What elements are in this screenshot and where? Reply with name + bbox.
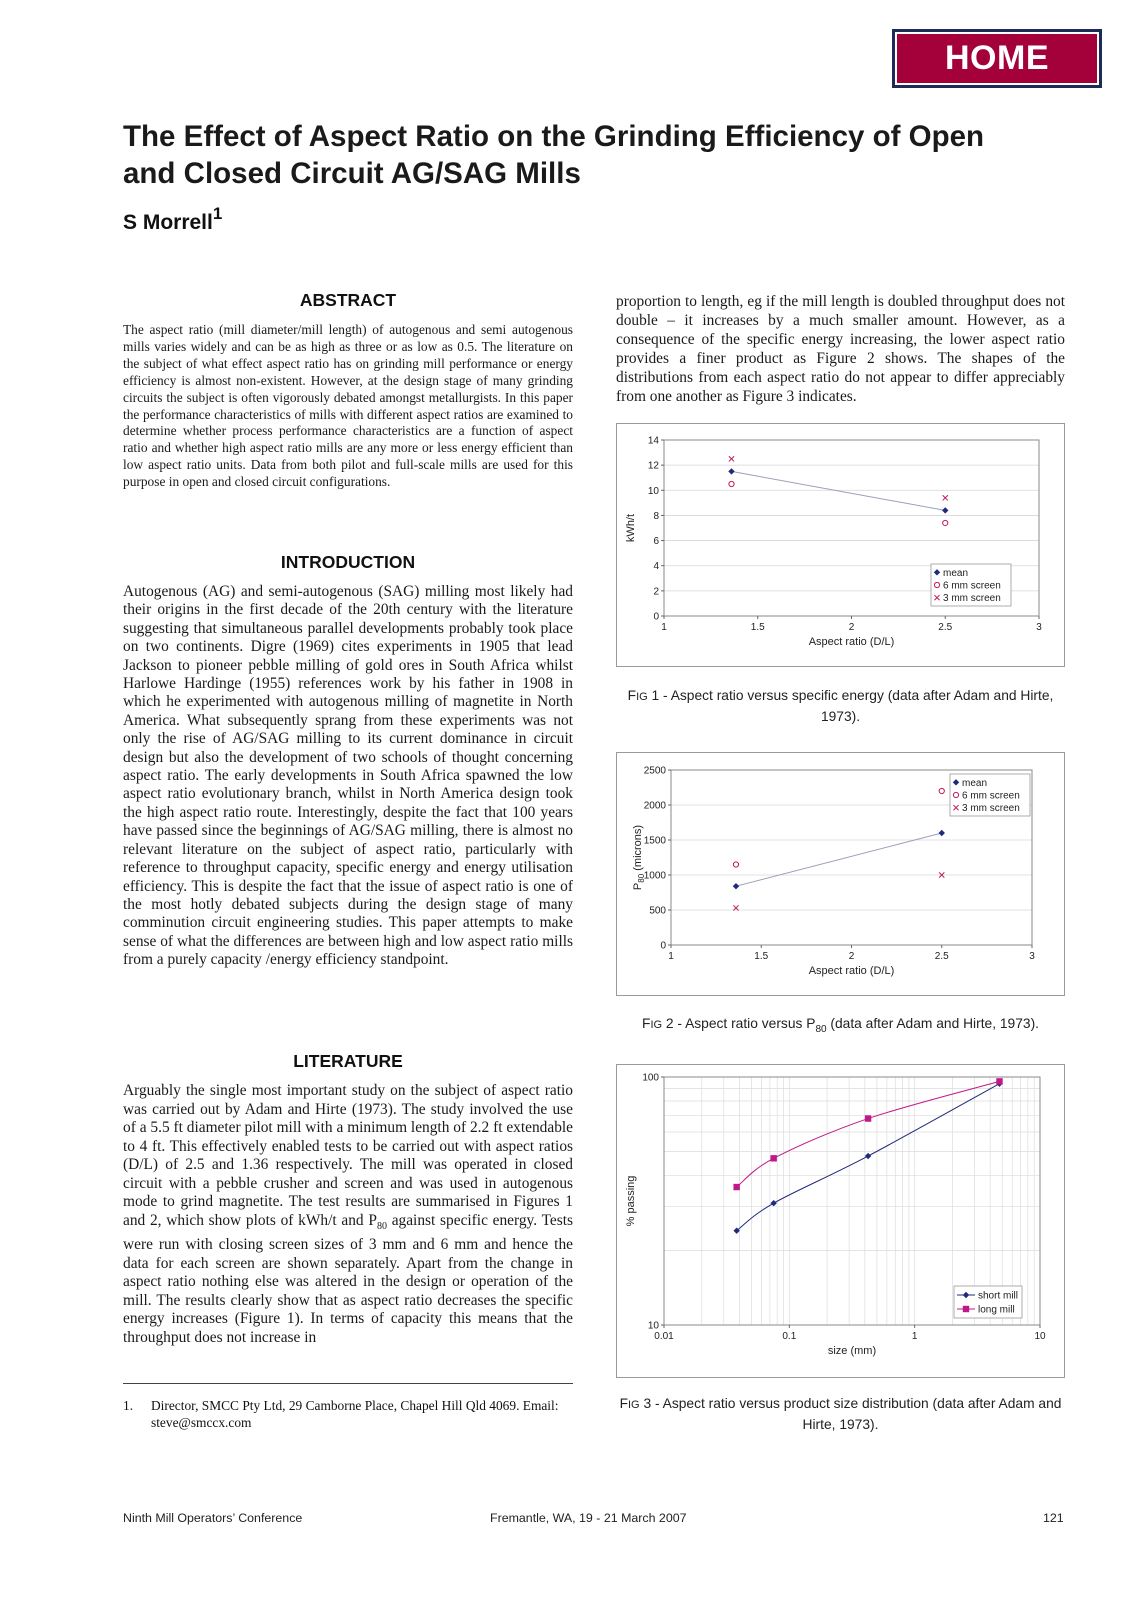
author-line — [123, 206, 222, 235]
caption-2-text-2: (data after Adam and Hirte, 1973). — [826, 1016, 1039, 1031]
figure-3-caption — [616, 1394, 1065, 1434]
literature-heading: LITERATURE — [293, 1051, 403, 1071]
caption-2-f: F — [642, 1016, 651, 1031]
y-tick-label: 2500 — [643, 765, 666, 777]
legend-label: mean — [962, 777, 988, 789]
figure-3 — [616, 1064, 1065, 1378]
y-tick-label: 2 — [653, 586, 659, 598]
abstract-text: The aspect ratio (mill diameter/mill length) of autogenous and semi autogenous mills varies widely and can be as high as three or as low as 0.5. The literature on the subject of what effect aspect ratio has on grinding mill performance or energy efficiency is almost non-existent. However, at the design stage of many grinding circuits the subject is often vigorously debated amongst metallurgists. In this paper the performance characteristics of mills with different aspect ratios are examined to determine whether process performance characteristics are a function of aspect ratio and whether high aspect ratio mills are any more or less energy efficient than low aspect ratio units. Data from both pilot and full-scale mills are used for this purpose in open and closed circuit configurations. — [123, 322, 573, 490]
caption-2-sub: 80 — [815, 1023, 827, 1035]
y-tick-label: 1500 — [643, 835, 666, 847]
data-point-long-mill — [770, 1155, 776, 1161]
footer-location-date: Fremantle, WA, 19 - 21 March 2007 — [490, 1511, 687, 1525]
y-tick-label: 4 — [653, 561, 659, 573]
data-point-long-mill — [733, 1184, 739, 1190]
legend-label: short mill — [978, 1290, 1019, 1302]
footer-conference: Ninth Mill Operators’ Conference — [123, 1511, 303, 1525]
data-point-long-mill — [865, 1115, 871, 1121]
figure-1-caption — [616, 686, 1065, 726]
y-tick-label: 1000 — [643, 870, 666, 882]
y-tick-label: 100 — [642, 1072, 659, 1084]
y-axis-label-main: P — [632, 882, 644, 891]
home-button-label: HOME — [895, 32, 1099, 85]
y-tick-label: 12 — [647, 460, 659, 472]
chart-frame — [617, 1065, 1065, 1378]
x-axis-label: Aspect ratio (D/L) — [808, 636, 895, 648]
figure-1-chart — [616, 423, 1065, 667]
x-tick-label: 1 — [668, 951, 674, 962]
caption-3-f: F — [619, 1396, 628, 1411]
legend-label: mean — [943, 567, 969, 579]
introduction-text: Autogenous (AG) and semi-autogenous (SAG) milling most likely had their origins in the first decade of the 20th century with the literature suggesting that simultaneous parallel developments probably took place on two continents. Digre (1969) cites experiments in 1905 that lead Jackson to pioneer pebble milling of gold ores in South Africa whilst Harlowe Hardinge (1955) references work by his father in 1908 in which he experimented with autogenous milling of magnetite in North America. What subsequently sprang from these experiments was not only the rise of AG/SAG milling to its current dominance in circuit design but also the development of two schools of thought concerning aspect ratio. The early developments in South Africa spawned the low aspect ratio evolutionary branch, whilst in North America design took the high aspect ratio route. Interestingly, despite the fact that 100 years have passed since the beginnings of AG/SAG milling, there is almost no relevant literature on the subject of aspect ratio, particularly with reference to throughput capacity, specific energy and energy utilisation efficiency. This is despite the fact that the issue of aspect ratio is one of the most hotly debated subjects during the design stage of many comminution circuit engineering studies. This paper attempts to make sense of what the differences are between high and low aspect ratio mills from a purely capacity /energy efficiency standpoint. — [123, 583, 573, 969]
right-column-text: proportion to length, eg if the mill length is doubled throughput does not double – it increases by a much smaller amount. However, as a consequence of the specific energy increasing, the lower aspect ratio provides a finer product as Figure 2 shows. The shapes of the distributions from each aspect ratio do not appear to differ appreciably from one another as Figure 3 indicates. — [616, 293, 1065, 405]
legend-label: 6 mm screen — [943, 580, 1001, 592]
figure-2-chart — [616, 752, 1065, 996]
y-tick-label: 10 — [647, 1320, 659, 1332]
literature-text — [123, 1082, 573, 1347]
legend-marker — [963, 1306, 969, 1312]
caption-1-f: F — [627, 688, 637, 703]
legend-label: 6 mm screen — [962, 790, 1020, 802]
x-tick-label: 1.5 — [754, 951, 769, 962]
footnote — [123, 1397, 573, 1431]
legend-label: long mill — [978, 1304, 1015, 1316]
figure-3-chart — [616, 1064, 1065, 1378]
x-axis-label: Aspect ratio (D/L) — [808, 965, 895, 977]
x-tick-label: 3 — [1036, 622, 1042, 633]
y-axis-label: % passing — [625, 1175, 637, 1227]
footnote-text: Director, SMCC Pty Ltd, 29 Camborne Place, Chapel Hill Qld 4069. Email: steve@smccx.com — [151, 1398, 559, 1430]
y-tick-label: 10 — [647, 485, 659, 497]
x-tick-label: 3 — [1029, 951, 1035, 962]
x-axis-label: size (mm) — [827, 1345, 877, 1357]
caption-2-ig: IG — [650, 1019, 663, 1031]
y-tick-label: 8 — [653, 510, 659, 522]
figure-2-caption — [616, 1014, 1065, 1039]
caption-3-ig: IG — [628, 1399, 640, 1411]
x-tick-label: 2.5 — [934, 951, 949, 962]
author-footnote-mark: 1 — [212, 204, 223, 223]
caption-1-text: 1 - Aspect ratio versus specific energy (data after Adam and Hirte, 1973). — [647, 688, 1054, 724]
legend-label: 3 mm screen — [962, 803, 1020, 815]
introduction-heading: INTRODUCTION — [280, 552, 416, 572]
home-button[interactable] — [892, 29, 1102, 88]
x-tick-label: 2.5 — [938, 622, 953, 633]
x-tick-label: 1.5 — [750, 622, 765, 633]
footnote-divider — [123, 1383, 573, 1384]
y-axis-label: kWh/t — [625, 513, 637, 543]
x-tick-label: 1 — [911, 1331, 918, 1342]
footnote-number: 1. — [123, 1398, 134, 1413]
x-tick-label: 2 — [848, 951, 855, 962]
y-tick-label: 2000 — [643, 800, 666, 812]
y-tick-label: 14 — [647, 435, 659, 447]
data-point-long-mill — [996, 1078, 1002, 1084]
x-tick-label: 10 — [1034, 1331, 1046, 1342]
footer-page-number: 121 — [1043, 1511, 1064, 1525]
paper-title: The Effect of Aspect Ratio on the Grinding Efficiency of Open and Closed Circuit AG/SAG Mills — [123, 120, 985, 190]
x-tick-label: 0.01 — [654, 1331, 674, 1342]
y-tick-label: 500 — [649, 905, 666, 917]
author-name: S Morrell — [123, 211, 213, 234]
y-tick-label: 0 — [653, 611, 659, 623]
y-axis-label-rest: (microns) — [632, 824, 644, 874]
literature-text-part-2: against specific energy. Tests were run with closing screen sizes of 3 mm and 6 mm and hence the data for each screen are shown separately. Apart from the change in aspect ratio nothing else was altered in the design or operation of the mill. The results clearly show that as aspect ratio decreases the specific energy increases (Figure 1). In terms of capacity this means that the throughput does not increase in — [123, 1211, 573, 1346]
figure-1 — [616, 423, 1065, 667]
figure-2 — [616, 752, 1065, 996]
legend-label: 3 mm screen — [943, 593, 1001, 605]
y-tick-label: 0 — [660, 940, 666, 952]
y-axis-label-sub: 80 — [637, 873, 646, 883]
abstract-heading: ABSTRACT — [299, 290, 397, 310]
x-tick-label: 0.1 — [782, 1331, 797, 1342]
caption-3-text: 3 - Aspect ratio versus product size distribution (data after Adam and Hirte, 1973). — [639, 1396, 1062, 1432]
chart-frame — [617, 424, 1065, 667]
y-tick-label: 6 — [653, 536, 659, 548]
literature-text-part-1: Arguably the single most important study on the subject of aspect ratio was carried out by Adam and Hirte (1973). The study involved the use of a 5.5 ft diameter pilot mill with a minimum length of 2.2 ft extendable to 4 ft. This effectively enabled tests to be carried out with aspect ratios (D/L) of 2.5 and 1.36 respectively. The mill was operated in closed circuit with a pebble crusher and screen and was used in autogenous mode to grind magnetite. The test results are summarised in Figures 1 and 2, which show plots of kWh/t and P — [123, 1082, 573, 1229]
p80-subscript: 80 — [376, 1220, 387, 1232]
caption-2-text-1: 2 - Aspect ratio versus P — [662, 1016, 816, 1031]
x-tick-label: 1 — [661, 622, 667, 633]
caption-1-ig: IG — [636, 691, 648, 703]
x-tick-label: 2 — [848, 622, 855, 633]
